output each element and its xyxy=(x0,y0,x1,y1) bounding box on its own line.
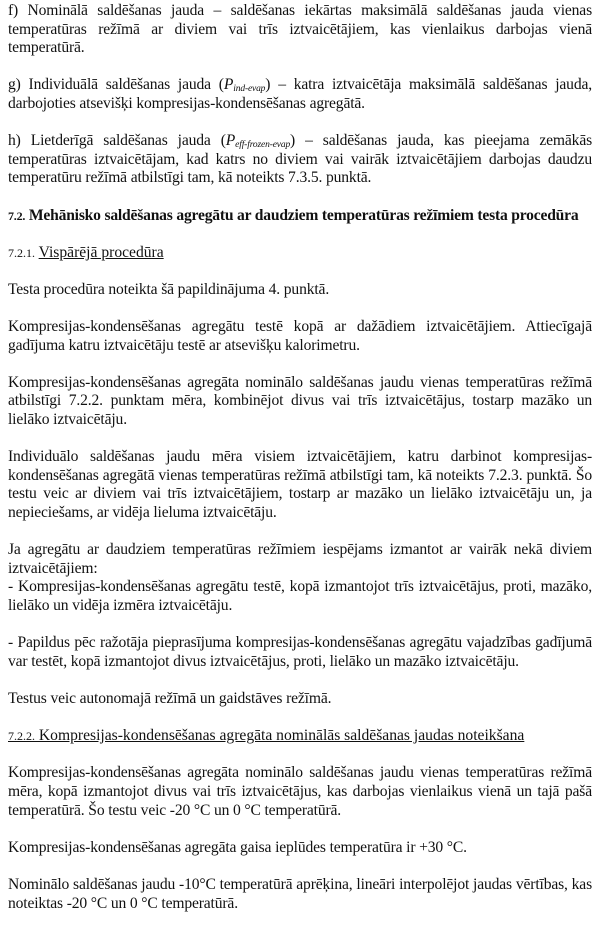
section-7-2-2-title: Kompresijas-kondensēšanas agregāta nominālās saldēšanas jaudas noteikšana xyxy=(35,727,525,745)
section-7-2-1-title: Vispārējā procedūra xyxy=(38,243,164,261)
section-7-2-2-heading xyxy=(8,727,592,746)
section-7-2-2-paragraph: Kompresijas-kondensēšanas agregāta nominālo saldēšanas jaudu vienas temperatūras režīmā mēra, kopā izmantojot divus vai trīs iztvaicētājus, kas darbojas vienlaikus vienā un tajā pašā temperatūrā. Šo testu veic -20 °C un 0 °C temperatūrā. xyxy=(8,764,592,819)
section-7-2-2-paragraph: Kompresijas-kondensēšanas agregāta gaisa ieplūdes temperatūra ir +30 °C. xyxy=(8,838,467,856)
definition-g-symbol: P xyxy=(223,76,234,94)
section-7-2-title: Mehānisko saldēšanas agregātu ar daudziem temperatūras režīmiem testa procedūra xyxy=(25,206,579,224)
section-7-2-1-heading xyxy=(8,244,592,263)
section-7-2-1-list-intro: Ja agregātu ar daudziem temperatūras režīmiem iespējams izmantot ar vairāk nekā diviem iztvaicētājiem: xyxy=(8,541,592,577)
section-7-2-1-paragraph: Testa procedūra noteikta šā papildinājuma 4. punktā. xyxy=(8,280,330,298)
definition-h-suffix: ) – saldēšanas jauda, kas pieejama zemākās temperatūras iztvaicētājam, kad katrs no diviem vai vairāk iztvaicētājiem darbojas daudzu temperatūru režīmā atbilstīgi tam, kā noteikts 7.3.5. punktā. xyxy=(8,132,593,187)
definition-g xyxy=(8,76,592,113)
section-7-2-number: 7.2. xyxy=(8,208,26,223)
definition-h-symbol: P xyxy=(225,132,236,150)
definition-h-prefix: h) Lietderīgā saldēšanas jauda ( xyxy=(8,132,226,150)
section-7-2-1-paragraph: Kompresijas-kondensēšanas agregātu testē kopā ar dažādiem iztvaicētājiem. Attiecīgajā gadījuma katru iztvaicētāju testē ar atsevišķu kalorimetru. xyxy=(8,318,592,354)
section-7-2-1-closing: Testus veic autonomajā režīmā un gaidstāves režīmā. xyxy=(8,689,332,707)
section-7-2-2-paragraph: Nominālo saldēšanas jaudu -10°C temperatūrā aprēķina, lineāri interpolējot jaudas vērtības, kas noteiktas -20 °C un 0 °C temperatūrā. xyxy=(8,875,592,912)
section-7-2-heading xyxy=(8,207,592,226)
section-7-2-1-paragraph: Individuālo saldēšanas jaudu mēra visiem iztvaicētājiem, katru darbinot kompresijas-kondensēšanas agregātā vienas temperatūras režīmā atbilstīgi tam, kā noteikts 7.2.3. punktā. Šo testu veic ar diviem vai trīs iztvaicētājiem, tostarp ar mazāko un lielāko iztvaicētāju un, ja nepieciešams, ar vidēja lieluma iztvaicētāju. xyxy=(8,448,592,522)
definition-g-suffix: ) – katra iztvaicētāja maksimālā saldēšanas jauda, darbojoties atsevišķi kompresijas-kondensēšanas agregātā. xyxy=(8,76,592,112)
document-page xyxy=(8,2,592,932)
section-7-2-1-number: 7.2.1. xyxy=(8,245,35,260)
definition-g-subscript: ind-evap xyxy=(233,84,266,95)
section-7-2-1-paragraph: Kompresijas-kondensēšanas agregāta nominālo saldēšanas jaudu vienas temperatūras režīmā atbilstīgi 7.2.2. punktam mēra, kombinējot divus vai trīs iztvaicētājus, tostarp mazāko un lielāko iztvaicētāju. xyxy=(8,373,592,429)
definition-h xyxy=(8,132,592,188)
definition-g-prefix: g) Individuālā saldēšanas jauda ( xyxy=(8,76,224,94)
definition-f: f) Nominālā saldēšanas jauda – saldēšanas iekārtas maksimālā saldēšanas jauda vienas temperatūras režīmā ar diviem vai trīs iztvaicētājiem, kas vienlaikus darbojas vienā temperatūrā. xyxy=(8,2,592,57)
definition-h-subscript: eff-frozen-evap xyxy=(235,140,291,151)
section-7-2-2-number: 7.2.2. xyxy=(8,729,35,744)
section-7-2-1-list-item: - Kompresijas-kondensēšanas agregātu testē, kopā izmantojot trīs iztvaicētājus, proti, mazāko, lielāko un vidēja izmēra iztvaicētāju. xyxy=(8,578,592,614)
section-7-2-1-list-item: - Papildus pēc ražotāja pieprasījuma kompresijas-kondensēšanas agregātu vajadzības gadījumā var testēt, kopā izmantojot divus iztvaicētājus, proti, lielāko un mazāko iztvaicētāju. xyxy=(8,634,592,670)
